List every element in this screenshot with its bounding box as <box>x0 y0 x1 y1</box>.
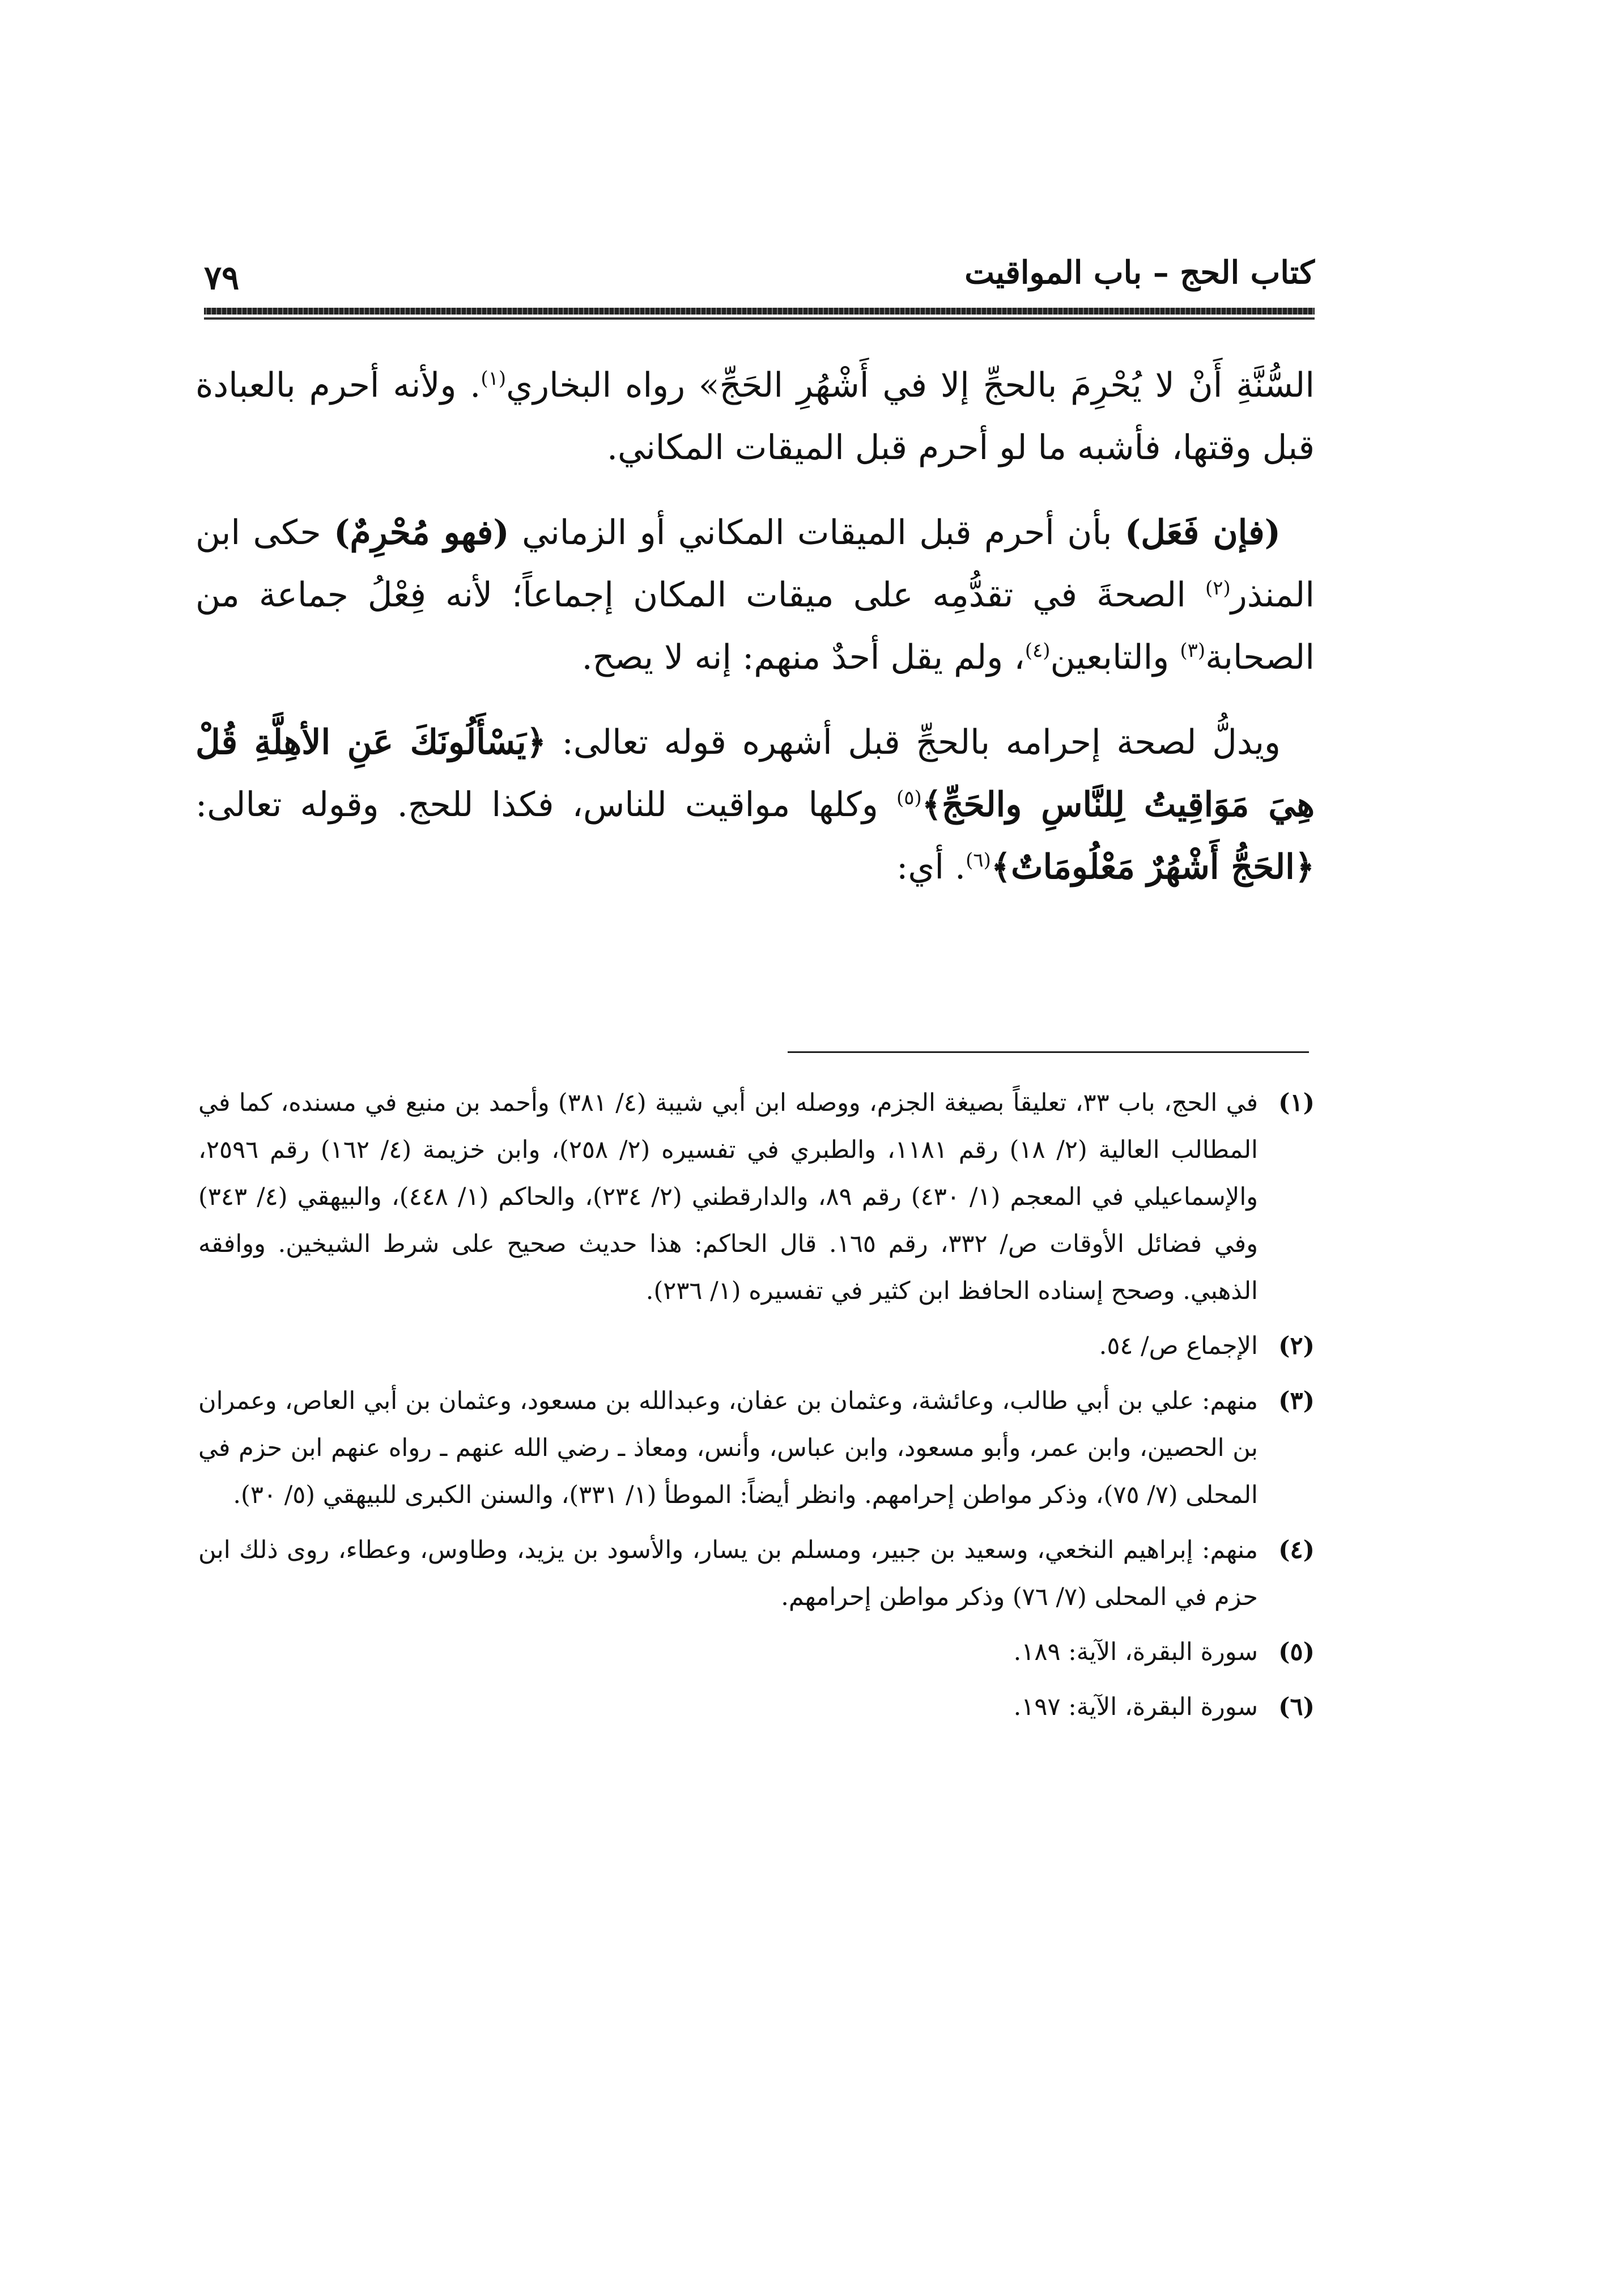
footnote-number: (٢) <box>1278 1332 1315 1360</box>
footnotes <box>198 1080 1315 1739</box>
footnote-4 <box>198 1527 1315 1621</box>
quran-verse-2: ﴿الحَجُّ أَشْهُرٌ مَعْلُومَاتٌ﴾ <box>990 847 1315 887</box>
footnote-text: في الحج، باب ٣٣، تعليقاً بصيغة الجزم، ووصله ابن أبي شيبة (٤/ ٣٨١) وأحمد بن منيع في مسنده، كما في المطالب العالية (٢/ ١٨) رقم ١١٨١، والطبري في تفسيره (٢/ ٢٥٨)، وابن خزيمة (٤/ ١٦٢) رقم ٢٥٩٦، والإسماعيلي في المعجم (١/ ٤٣٠) رقم ٨٩، والدارقطني (٢/ ٢٣٤)، والحاكم (١/ ٤٤٨)، والبيهقي (٤/ ٣٤٣) وفي فضائل الأوقات ص/ ٣٣٢، رقم ١٦٥. قال الحاكم: هذا حديث صحيح على شرط الشيخين. ووافقه الذهبي. وصحح إسناده الحافظ ابن كثير في تفسيره (١/ ٢٣٦). <box>198 1089 1259 1305</box>
paragraph-3-text-c: . أي: <box>896 847 966 887</box>
footnote-text: سورة البقرة، الآية: ١٩٧. <box>1013 1693 1258 1721</box>
footnote-text: منهم: علي بن أبي طالب، وعائشة، وعثمان بن عفان، وعبدالله بن مسعود، وعثمان بن أبي العاص، وعمران بن الحصين، وابن عمر، وأبو مسعود، وابن عباس، وأنس، ومعاذ ـ رضي الله عنهم ـ رواه عنهم ابن حزم في المحلى (٧/ ٧٥)، وذكر مواطن إحرامهم. وانظر أيضاً: الموطأ (١/ ٣٣١)، والسنن الكبرى للبيهقي (٥/ ٣٠). <box>198 1387 1259 1509</box>
paragraph-2-text-e: ، ولم يقل أحدٌ منهم: إنه لا يصح. <box>581 638 1025 677</box>
footnote-number: (٥) <box>1278 1638 1315 1666</box>
term-fahuwa-muhrim: (فهو مُحْرِمٌ) <box>334 513 509 553</box>
footnote-text: سورة البقرة، الآية: ١٨٩. <box>1013 1638 1258 1666</box>
footnote-ref-3[interactable]: (٣) <box>1180 639 1206 662</box>
running-header <box>204 249 1315 300</box>
footnote-number: (١) <box>1278 1089 1315 1117</box>
term-fain-faal: (فإن فَعَل) <box>1124 513 1281 553</box>
footnote-number: (٣) <box>1278 1387 1315 1415</box>
paragraph-1 <box>195 354 1315 479</box>
footnote-1 <box>198 1080 1315 1315</box>
footnote-number: (٤) <box>1278 1536 1315 1564</box>
footnote-separator <box>788 1051 1309 1053</box>
paragraph-2-text-c: الصحةَ في تقدُّمِه على ميقات المكان إجماعاً؛ لأنه فِعْلُ جماعة من الصحابة <box>195 575 1315 677</box>
footnote-5 <box>198 1629 1315 1676</box>
footnote-text: الإجماع ص/ ٥٤. <box>1099 1332 1258 1360</box>
header-rule-thin <box>204 317 1315 320</box>
footnote-2 <box>198 1323 1315 1370</box>
paragraph-2-text-a: بأن أحرم قبل الميقات المكاني أو الزماني <box>509 513 1125 553</box>
footnote-ref-6[interactable]: (٦) <box>966 849 991 872</box>
paragraph-2-text-b: حكى ابن المنذر <box>195 513 1315 615</box>
footnote-ref-4[interactable]: (٤) <box>1024 639 1051 662</box>
footnote-ref-5[interactable]: (٥) <box>896 787 922 809</box>
paragraph-3-text-a: ويدلُّ لصحة إحرامه بالحجِّ قبل أشهره قوله تعالى: <box>546 723 1281 762</box>
paragraph-3 <box>195 711 1315 898</box>
paragraph-1-text-a: السُّنَّةِ أَنْ لا يُحْرِمَ بالحجِّ إلا في أَشْهُرِ الحَجِّ» رواه البخاري <box>506 366 1315 405</box>
footnote-ref-1[interactable]: (١) <box>481 367 507 390</box>
page-number: ٧٩ <box>204 258 240 297</box>
quran-verse-1: ﴿يَسْأَلُونَكَ عَنِ الأهِلَّةِ قُلْ هِيَ مَوَاقِيتُ لِلنَّاسِ والحَجِّ﴾ <box>195 723 1315 825</box>
footnote-6 <box>198 1684 1315 1731</box>
header-rule <box>204 308 1315 315</box>
paragraph-2 <box>195 502 1315 689</box>
running-title: كتاب الحج – باب المواقيت <box>964 254 1315 291</box>
paragraph-1-text-b: . ولأنه أحرم بالعبادة قبل وقتها، فأشبه ما لو أحرم قبل الميقات المكاني. <box>195 366 1315 468</box>
footnote-ref-2[interactable]: (٢) <box>1205 577 1231 600</box>
paragraph-2-text-d: والتابعين <box>1050 638 1180 677</box>
footnote-3 <box>198 1378 1315 1519</box>
paragraph-3-text-b: وكلها مواقيت للناس، فكذا للحج. وقوله تعالى: <box>195 785 896 825</box>
main-text <box>195 354 1315 921</box>
footnote-text: منهم: إبراهيم النخعي، وسعيد بن جبير، ومسلم بن يسار، والأسود بن يزيد، وطاوس، وعطاء، روى ذلك ابن حزم في المحلى (٧/ ٧٦) وذكر مواطن إحرامهم. <box>198 1536 1258 1611</box>
footnote-number: (٦) <box>1278 1693 1315 1721</box>
